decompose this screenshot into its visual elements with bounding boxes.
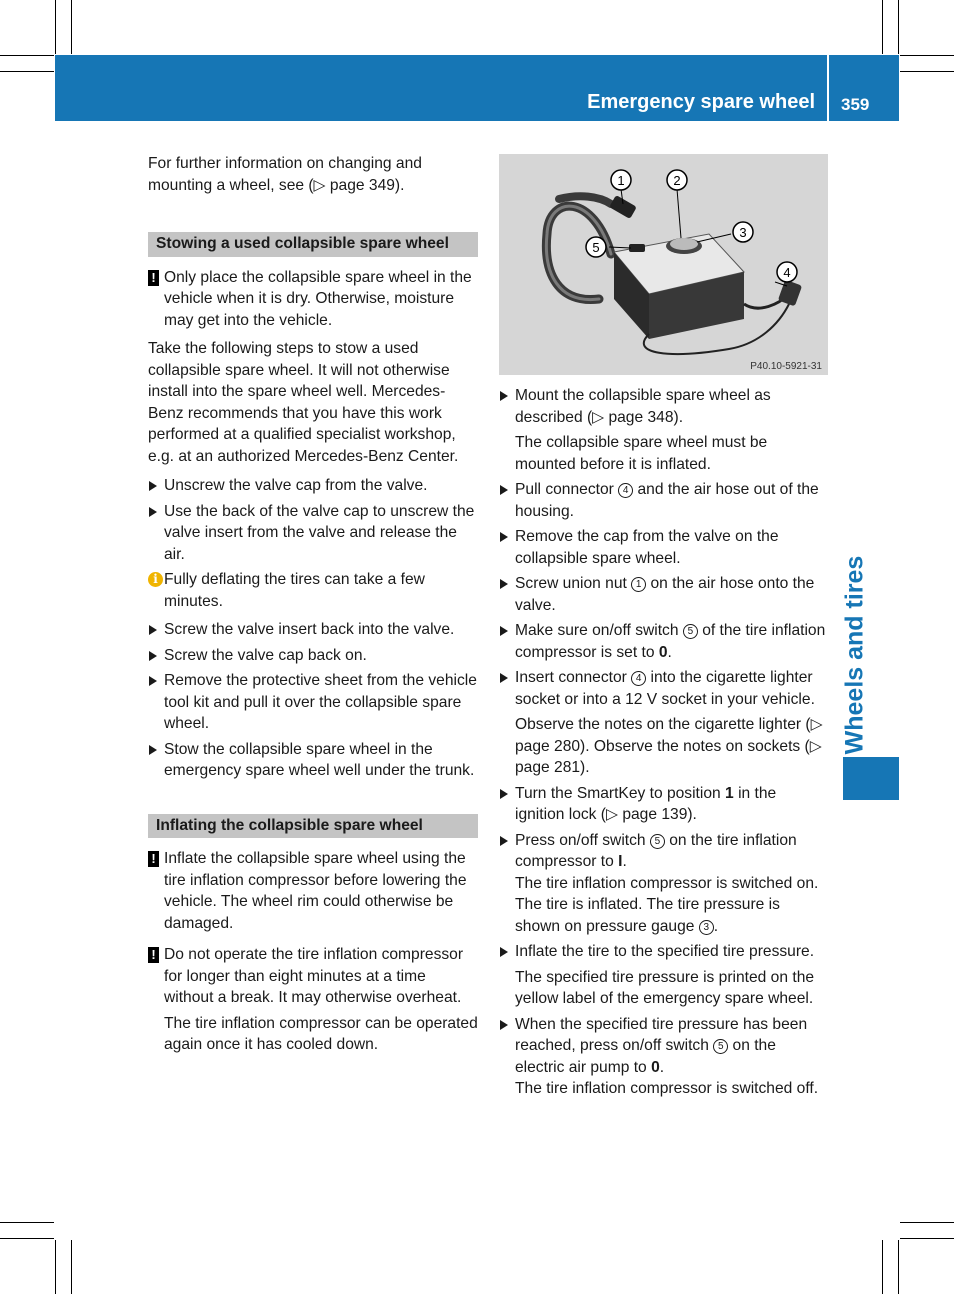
step-text: Use the back of the valve cap to unscrew the valve insert from the valve and release the air. <box>164 502 475 563</box>
warning-icon: ! <box>148 851 159 867</box>
step-text: Mount the collapsible spare wheel as described (▷ page 348). <box>515 387 771 426</box>
switch-position: I <box>618 853 623 870</box>
step-text: Stow the collapsible spare wheel in the emergency spare wheel well under the trunk. <box>164 740 475 779</box>
warning-icon: ! <box>148 947 159 963</box>
step-text: When the specified tire pressure has been reached, press on/off switch <box>515 1015 808 1054</box>
warning-note <box>148 848 478 934</box>
step-text: Press on/off switch <box>515 831 650 849</box>
callout-4 <box>777 262 797 282</box>
step-text: Unscrew the valve cap from the valve. <box>164 477 428 494</box>
chapter-tab-marker <box>843 757 899 800</box>
step-text: . <box>667 643 672 661</box>
svg-text:5: 5 <box>592 240 600 255</box>
callout-ref: 1 <box>631 577 646 592</box>
callout-ref: 5 <box>713 1039 728 1054</box>
step-item <box>148 670 478 735</box>
crop-mark <box>900 55 954 56</box>
svg-text:1: 1 <box>617 173 625 188</box>
svg-text:4: 4 <box>783 265 791 280</box>
step-subtext: The collapsible spare wheel must be mounted before it is inflated. <box>515 434 768 473</box>
callout-ref: 4 <box>631 671 646 686</box>
info-note <box>148 569 478 612</box>
note-subtext: The tire inflation compressor can be operated again once it has cooled down. <box>164 1014 478 1053</box>
callout-1 <box>611 170 631 190</box>
body-paragraph: Take the following steps to stow a used collapsible spare wheel. It will not otherwise install into the spare wheel well. Mercedes-Benz recommends that you have this work performed at a qualified specialist workshop, e.g. at an authorized Mercedes-Benz Center. <box>148 340 459 465</box>
warning-text: Do not operate the tire inflation compressor for longer than eight minutes at a time without a break. It may otherwise overheat. <box>164 946 464 1006</box>
callout-ref: 5 <box>683 624 698 639</box>
crop-mark <box>900 1222 954 1223</box>
crop-mark <box>900 1238 954 1239</box>
step-item <box>499 479 829 522</box>
compressor-illustration <box>499 154 828 375</box>
step-subtext <box>499 873 829 938</box>
page-header <box>55 55 899 121</box>
step-subtext: The specified tire pressure is printed on the yellow label of the emergency spare wheel. <box>515 968 815 1007</box>
intro-paragraph: For further information on changing and mounting a wheel, see (▷ page 349). <box>148 155 422 194</box>
arrow-right-icon <box>149 651 157 661</box>
left-column <box>148 153 478 1060</box>
arrow-right-icon <box>149 745 157 755</box>
step-item <box>499 385 829 428</box>
arrow-right-icon <box>500 391 508 401</box>
step-item <box>148 501 478 566</box>
step-text: Remove the cap from the valve on the collapsible spare wheel. <box>515 528 779 567</box>
chapter-tab <box>828 555 882 755</box>
arrow-right-icon <box>149 481 157 491</box>
right-column <box>499 385 829 1104</box>
step-text: Insert connector <box>515 669 632 686</box>
callout-ref: 4 <box>618 483 633 498</box>
step-text: Pull connector <box>515 481 619 498</box>
chapter-tab-label: Wheels and tires <box>840 555 869 755</box>
switch-position: 0 <box>658 643 668 661</box>
step-text: Make sure on/off switch <box>515 622 683 639</box>
svg-text:2: 2 <box>673 173 681 188</box>
callout-2 <box>667 170 687 190</box>
step-text: into the cigarette lighter socket or into a 12 V socket in your vehicle. <box>515 669 815 708</box>
switch-position: 0 <box>651 1058 660 1076</box>
warning-note <box>148 944 478 1009</box>
step-item <box>148 475 478 497</box>
step-text: on the tire inflation compressor to <box>515 831 797 870</box>
page-number: 359 <box>841 95 870 114</box>
crop-mark <box>882 1240 883 1294</box>
arrow-right-icon <box>500 1020 508 1030</box>
arrow-right-icon <box>500 789 508 799</box>
info-icon: i <box>148 572 163 587</box>
arrow-right-icon <box>149 507 157 517</box>
step-text: . <box>659 1058 665 1076</box>
step-text: in the ignition lock (▷ page 139). <box>515 784 777 823</box>
arrow-right-icon <box>500 626 508 636</box>
crop-mark <box>71 0 72 54</box>
arrow-right-icon <box>500 673 508 683</box>
callout-ref: 5 <box>650 834 665 849</box>
step-subtext: The tire inflation compressor is switched off. <box>515 1080 819 1097</box>
warning-text: Inflate the collapsible spare wheel using the tire inflation compressor before lowering the vehicle. The wheel rim could otherwise be damaged. <box>164 850 467 932</box>
arrow-right-icon <box>500 947 508 957</box>
step-subtext-part: . <box>713 917 719 935</box>
step-text: of the tire inflation compressor is set to <box>515 622 826 661</box>
step-text: Screw union nut <box>515 575 632 592</box>
step-subtext: Observe the notes on the cigarette lighter (▷ page 280). Observe the notes on sockets (▷ page 281). <box>515 716 823 776</box>
crop-mark <box>898 1240 899 1294</box>
crop-mark <box>55 1240 56 1294</box>
callout-ref: 3 <box>699 920 714 935</box>
step-text: Screw the valve cap back on. <box>164 646 367 664</box>
step-item <box>499 667 829 710</box>
crop-mark <box>898 0 899 54</box>
step-text: and the air hose out of the housing. <box>515 481 819 520</box>
crop-mark <box>71 1240 72 1294</box>
step-text: Turn the SmartKey to position <box>515 784 726 802</box>
step-item <box>499 526 829 569</box>
arrow-right-icon <box>500 579 508 589</box>
warning-icon: ! <box>148 270 159 286</box>
callout-3 <box>733 222 753 242</box>
arrow-right-icon <box>500 485 508 495</box>
crop-mark <box>55 0 56 54</box>
step-text: Remove the protective sheet from the vehicle tool kit and pull it over the collapsible spare wheel. <box>164 672 477 732</box>
step-item <box>148 619 478 641</box>
step-text: on the electric air pump to <box>515 1037 776 1076</box>
info-text: Fully deflating the tires can take a few minutes. <box>164 571 425 610</box>
arrow-right-icon <box>149 625 157 635</box>
crop-mark <box>882 0 883 54</box>
step-text: Inflate the tire to the specified tire pressure. <box>515 943 815 960</box>
warning-text: Only place the collapsible spare wheel in the vehicle when it is dry. Otherwise, moisture may get into the vehicle. <box>164 268 472 329</box>
step-item <box>499 1014 829 1079</box>
step-item <box>148 645 478 667</box>
step-item <box>499 573 829 616</box>
step-text: Screw the valve insert back into the valve. <box>164 621 455 638</box>
arrow-right-icon <box>500 532 508 542</box>
crop-mark <box>0 71 54 72</box>
crop-mark <box>0 1238 54 1239</box>
step-subtext-part: The tire inflation compressor is switched on. The tire is inflated. The tire pressure is shown on pressure gauge <box>515 874 819 935</box>
warning-note <box>148 267 478 332</box>
compressor-figure <box>499 154 828 375</box>
crop-mark <box>0 55 54 56</box>
step-item <box>499 941 829 963</box>
arrow-right-icon <box>149 676 157 686</box>
figure-caption: P40.10-5921-31 <box>750 361 822 372</box>
svg-text:3: 3 <box>739 225 747 240</box>
section-heading-inflating: Inflating the collapsible spare wheel <box>148 814 478 839</box>
step-text: on the air hose onto the valve. <box>515 575 815 614</box>
section-heading-stowing: Stowing a used collapsible spare wheel <box>148 232 478 257</box>
step-item <box>148 739 478 782</box>
header-divider <box>827 55 829 121</box>
key-position: 1 <box>725 784 734 802</box>
crop-mark <box>0 1222 54 1223</box>
page-title: Emergency spare wheel <box>587 91 815 113</box>
callout-5 <box>586 237 606 257</box>
step-item <box>499 783 829 826</box>
step-text: . <box>622 853 627 870</box>
arrow-right-icon <box>500 836 508 846</box>
step-item <box>499 830 829 873</box>
crop-mark <box>900 71 954 72</box>
step-item <box>499 620 829 663</box>
